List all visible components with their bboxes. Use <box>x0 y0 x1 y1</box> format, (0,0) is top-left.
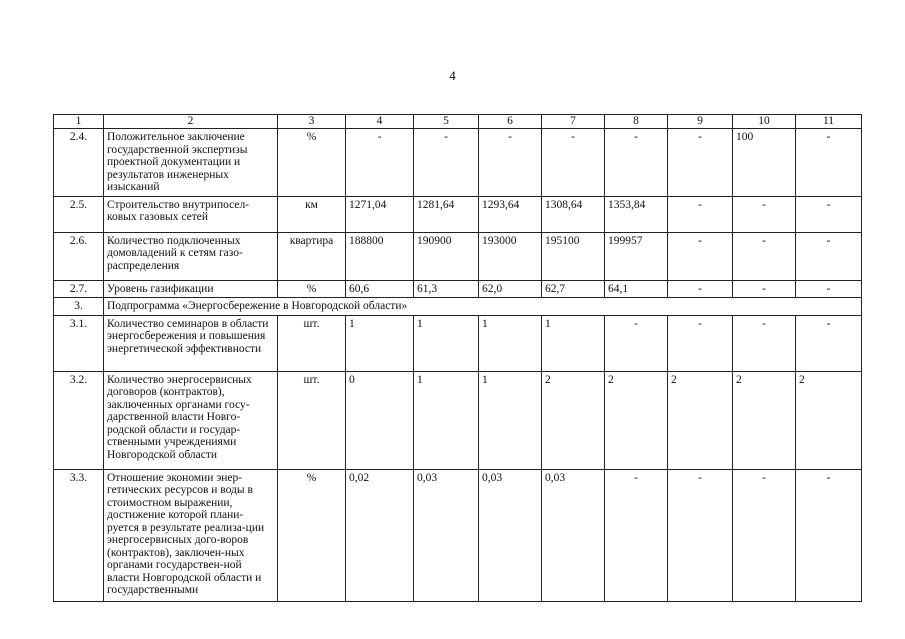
value-cell: 1281,64 <box>414 196 479 232</box>
indicator-name: Уровень газификации <box>104 280 278 298</box>
value-cell: - <box>796 196 862 232</box>
column-header: 10 <box>733 115 796 129</box>
indicator-name: Количество подключенных домовладений к сетям газо-распределения <box>104 232 278 280</box>
value-cell: 0,02 <box>346 469 414 601</box>
value-cell: 2 <box>605 371 668 469</box>
indicator-name: Количество энергосервисных договоров (контрактов), заключенных органами госу-дарственной власти Новго-родской области и государ-ственными учреждениями Новгородской области <box>104 371 278 469</box>
value-cell: - <box>733 469 796 601</box>
column-header: 3 <box>278 115 346 129</box>
table-header-row <box>54 115 862 129</box>
value-cell: 61,3 <box>414 280 479 298</box>
value-cell: 64,1 <box>605 280 668 298</box>
value-cell: - <box>668 129 733 197</box>
value-cell: 193000 <box>479 232 542 280</box>
value-cell: 195100 <box>542 232 605 280</box>
column-header: 11 <box>796 115 862 129</box>
table-row <box>54 129 862 197</box>
column-header: 6 <box>479 115 542 129</box>
table-row <box>54 298 862 316</box>
value-cell: 2 <box>668 371 733 469</box>
value-cell: 100 <box>733 129 796 197</box>
table-row <box>54 371 862 469</box>
value-cell: 0,03 <box>542 469 605 601</box>
value-cell: 1293,64 <box>479 196 542 232</box>
value-cell: 188800 <box>346 232 414 280</box>
value-cell: 1 <box>542 315 605 371</box>
row-number: 2.6. <box>54 232 104 280</box>
indicator-name: Строительство внутрипосел-ковых газовых сетей <box>104 196 278 232</box>
indicator-name: Количество семинаров в области энергосбережения и повышения энергетической эффективности <box>104 315 278 371</box>
unit: км <box>278 196 346 232</box>
column-header: 1 <box>54 115 104 129</box>
value-cell: - <box>414 129 479 197</box>
unit: % <box>278 469 346 601</box>
column-header: 2 <box>104 115 278 129</box>
value-cell: - <box>668 315 733 371</box>
value-cell: 199957 <box>605 232 668 280</box>
row-number: 2.5. <box>54 196 104 232</box>
value-cell: 1 <box>414 315 479 371</box>
column-header: 5 <box>414 115 479 129</box>
table-row <box>54 315 862 371</box>
value-cell: 62,0 <box>479 280 542 298</box>
row-number: 3.2. <box>54 371 104 469</box>
value-cell: 1353,84 <box>605 196 668 232</box>
value-cell: 62,7 <box>542 280 605 298</box>
table-row <box>54 232 862 280</box>
value-cell: - <box>668 469 733 601</box>
value-cell: 1 <box>479 371 542 469</box>
value-cell: 0,03 <box>414 469 479 601</box>
value-cell: 2 <box>542 371 605 469</box>
value-cell: - <box>733 315 796 371</box>
column-header: 4 <box>346 115 414 129</box>
value-cell: - <box>542 129 605 197</box>
value-cell: - <box>668 232 733 280</box>
indicators-table <box>53 114 862 602</box>
value-cell: - <box>605 315 668 371</box>
value-cell: - <box>796 469 862 601</box>
value-cell: - <box>796 315 862 371</box>
table-row <box>54 469 862 601</box>
value-cell: 1 <box>414 371 479 469</box>
unit: % <box>278 280 346 298</box>
row-number: 3.1. <box>54 315 104 371</box>
value-cell: 1 <box>346 315 414 371</box>
column-header: 7 <box>542 115 605 129</box>
unit: квартира <box>278 232 346 280</box>
value-cell: - <box>733 280 796 298</box>
value-cell: 2 <box>733 371 796 469</box>
indicator-name: Положительное заключение государственной экспертизы проектной документации и результатов инженерных изысканий <box>104 129 278 197</box>
value-cell: - <box>668 196 733 232</box>
value-cell: 1308,64 <box>542 196 605 232</box>
value-cell: - <box>605 129 668 197</box>
value-cell: - <box>733 232 796 280</box>
value-cell: - <box>796 129 862 197</box>
value-cell: 190900 <box>414 232 479 280</box>
indicator-name: Отношение экономии энер-гетических ресурсов и воды в стоимостном выражении, достижение которой плани-руется в результате реализа-ции энергосервисных дого-воров (контрактов), заключен-ных органами государствен-ной власти Новгородской области и государственными <box>104 469 278 601</box>
column-header: 8 <box>605 115 668 129</box>
unit: % <box>278 129 346 197</box>
row-number: 3. <box>54 298 104 316</box>
page-number: 4 <box>449 68 456 83</box>
value-cell: 60,6 <box>346 280 414 298</box>
value-cell: 0,03 <box>479 469 542 601</box>
row-number: 3.3. <box>54 469 104 601</box>
unit: шт. <box>278 315 346 371</box>
row-number: 2.7. <box>54 280 104 298</box>
column-header: 9 <box>668 115 733 129</box>
value-cell: - <box>479 129 542 197</box>
value-cell: 1271,04 <box>346 196 414 232</box>
row-number: 2.4. <box>54 129 104 197</box>
value-cell: - <box>346 129 414 197</box>
value-cell: - <box>605 469 668 601</box>
table-row <box>54 196 862 232</box>
value-cell: - <box>796 280 862 298</box>
value-cell: - <box>733 196 796 232</box>
value-cell: 0 <box>346 371 414 469</box>
section-title: Подпрограмма «Энергосбережение в Новгородской области» <box>104 298 862 316</box>
value-cell: - <box>796 232 862 280</box>
value-cell: 1 <box>479 315 542 371</box>
value-cell: - <box>668 280 733 298</box>
value-cell: 2 <box>796 371 862 469</box>
unit: шт. <box>278 371 346 469</box>
table-row <box>54 280 862 298</box>
